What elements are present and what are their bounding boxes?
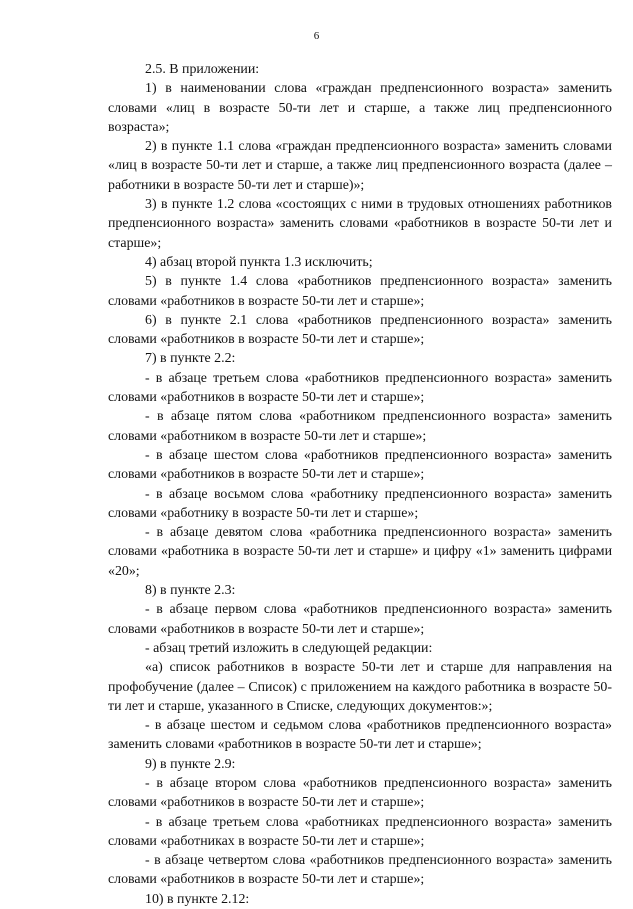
paragraph: 5) в пункте 1.4 слова «работников предпенсионного возраста» заменить словами «работников в возрасте 50-ти лет и старше»; xyxy=(108,274,612,309)
paragraph: - в абзаце пятом слова «работником предпенсионного возраста» заменить словами «работником в возрасте 50-ти лет и старше»; xyxy=(108,409,612,444)
paragraph: 8) в пункте 2.3: xyxy=(145,583,236,599)
paragraph: - в абзаце первом слова «работников предпенсионного возраста» заменить словами «работников в возрасте 50-ти лет и старше»; xyxy=(108,602,612,637)
paragraph: - в абзаце девятом слова «работника предпенсионного возраста» заменить словами «работника в возрасте 50-ти лет и старше» и цифру «1» заменить цифрами «20»; xyxy=(108,525,612,579)
document-body xyxy=(108,60,612,909)
paragraph: 1) в наименовании слова «граждан предпенсионного возраста» заменить словами «лиц в возрасте 50-ти лет и старше, а также лиц предпенсионного возраста»; xyxy=(108,81,612,135)
paragraph: 4) абзац второй пункта 1.3 исключить; xyxy=(145,254,373,270)
paragraph: - в абзаце четвертом слова «работников предпенсионного возраста» заменить словами «работников в возрасте 50-ти лет и старше»; xyxy=(108,853,612,888)
paragraph: - в абзаце третьем слова «работников предпенсионного возраста» заменить словами «работников в возрасте 50-ти лет и старше»; xyxy=(108,370,612,406)
paragraph: - абзац третий изложить в следующей редакции: xyxy=(145,640,433,656)
paragraph: - в абзаце втором слова «работников предпенсионного возраста» заменить словами «работников в возрасте 50-ти лет и старше»; xyxy=(108,775,612,811)
page-number: 6 xyxy=(313,30,320,42)
paragraph: 2) в пункте 1.1 слова «граждан предпенсионного возраста» заменить словами «лиц в возрасте 50-ти лет и старше, а также лиц предпенсионного возраста (далее – работники в возрасте 50-ти лет и старше)»; xyxy=(108,139,612,193)
paragraph: - в абзаце шестом и седьмом слова «работников предпенсионного возраста» заменить словами «работников в возрасте 50-ти лет и старше»; xyxy=(108,718,612,753)
paragraph: - в абзаце шестом слова «работников предпенсионного возраста» заменить словами «работников в возрасте 50-ти лет и старше»; xyxy=(108,447,612,483)
section-heading: 2.5. В приложении: xyxy=(145,62,260,77)
paragraph: 9) в пункте 2.9: xyxy=(145,756,236,772)
paragraph: - в абзаце третьем слова «работниках предпенсионного возраста» заменить словами «работниках в возрасте 50-ти лет и старше»; xyxy=(108,814,612,849)
paragraph: 3) в пункте 1.2 слова «состоящих с ними в трудовых отношениях работников предпенсионного возраста» заменить словами «работников в возрасте 50-ти лет и старше»; xyxy=(108,197,612,251)
paragraph: 7) в пункте 2.2: xyxy=(145,351,236,367)
paragraph: 10) в пункте 2.12: xyxy=(145,891,250,907)
paragraph: - в абзаце восьмом слова «работнику предпенсионного возраста» заменить словами «работнику в возрасте 50-ти лет и старше»; xyxy=(108,486,612,521)
paragraph: «а) список работников в возрасте 50-ти лет и старше для направления на профобучение (далее – Список) с приложением на каждого работника в возрасте 50-ти лет и старше, указанного в Списке, следующих документов:»; xyxy=(108,660,612,714)
paragraph: 6) в пункте 2.1 слова «работников предпенсионного возраста» заменить словами «работников в возрасте 50-ти лет и старше»; xyxy=(108,312,612,348)
